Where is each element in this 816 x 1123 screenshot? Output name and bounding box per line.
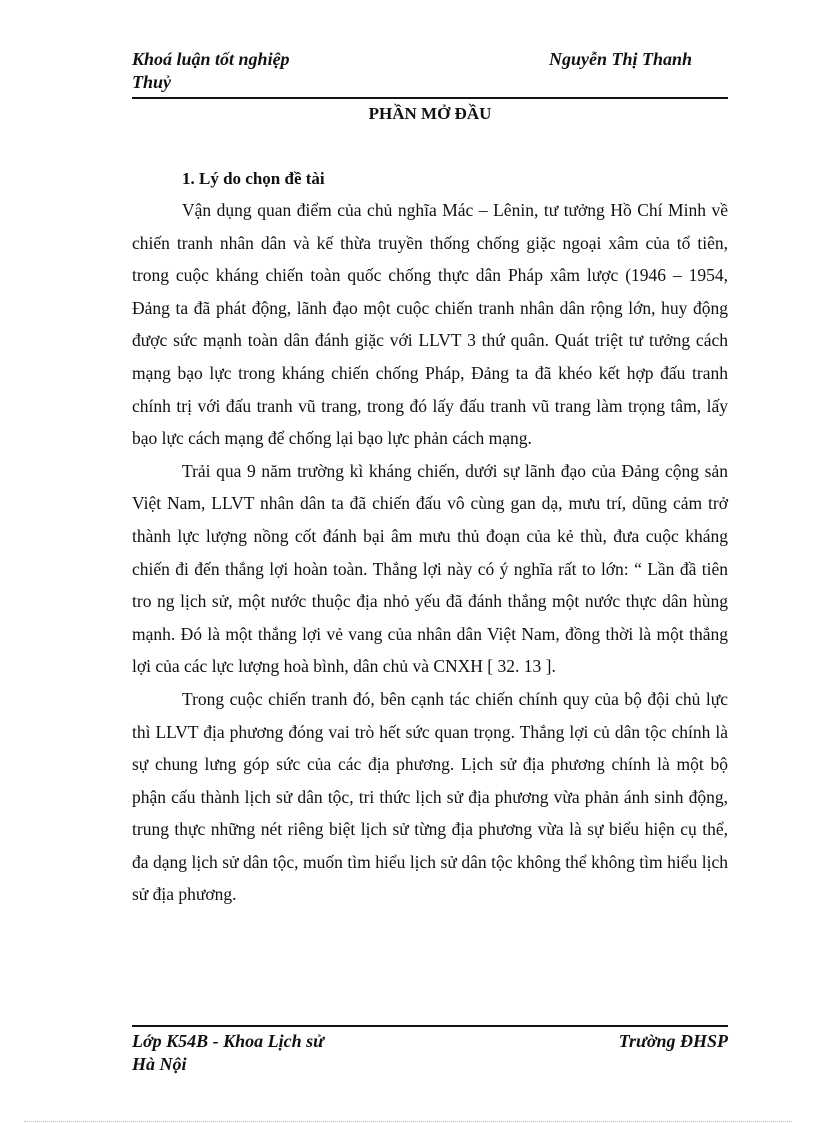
header-divider xyxy=(132,97,728,99)
header-author-name: Nguyễn Thị Thanh xyxy=(549,49,693,69)
paragraph: Vận dụng quan điểm của chủ nghĩa Mác – Lênin, tư tưởng Hồ Chí Minh về chiến tranh nhân dân và kế thừa truyền thống chống giặc ngoại xâm của tổ tiên, trong cuộc kháng chiến toàn quốc chống thực dân Pháp xâm lược (1946 – 1954, Đảng ta đã phát động, lãnh đạo một cuộc chiến tranh nhân dân rộng lớn, huy động được sức mạnh toàn dân đánh giặc với LLVT 3 thứ quân. Quát triệt tư tưởng cách mạng bạo lực trong kháng chiến chống Pháp, Đảng ta đã khéo kết hợp đấu tranh chính trị với đấu tranh vũ trang, trong đó lấy đấu tranh vũ trang làm trọng tâm, lấy bạo lực cách mạng để chống lại bạo lực phản cách mạng. xyxy=(132,200,728,449)
header-author-name-continued: Thuỷ xyxy=(132,72,172,92)
paragraph: Trải qua 9 năm trường kì kháng chiến, dưới sự lãnh đạo của Đảng cộng sản Việt Nam, LLVT nhân dân ta đã chiến đấu vô cùng gan dạ, mưu trí, dũng cảm trở thành lực lượng nồng cốt đánh bại âm mưu thủ đoạn của kẻ thù, đưa cuộc kháng chiến đi đến thắng lợi hoàn toàn. Thắng lợi này có ý nghĩa rất to lớn: “ Lần đầ tiên tro ng lịch sử, một nước thuộc địa nhỏ yếu đã đánh thắng một nước thực dân hùng mạnh. Đó là một thắng lợi vẻ vang của nhân dân Việt Nam, đồng thời là một thắng lợi của các lực lượng hoà bình, dân chủ và CNXH [ 32. 13 ]. xyxy=(132,460,728,677)
footer-class-department: Lớp K54B - Khoa Lịch sử xyxy=(132,1031,324,1051)
page-edge-dotted-line xyxy=(24,1121,792,1122)
page-footer xyxy=(132,1030,728,1076)
footer-university: Trường ĐHSP xyxy=(618,1031,728,1051)
section-heading: 1. Lý do chọn đề tài xyxy=(182,169,325,188)
footer-divider xyxy=(132,1025,728,1027)
page-title: PHẦN MỞ ĐẦU xyxy=(368,104,492,123)
body-text xyxy=(132,194,728,911)
footer-city: Hà Nội xyxy=(132,1054,187,1074)
paragraph: Trong cuộc chiến tranh đó, bên cạnh tác chiến chính quy của bộ đội chủ lực thì LLVT địa phương đóng vai trò hết sức quan trọng. Thắng lợi củ dân tộc chính là sự chung lưng góp sức của các địa phương. Lịch sử địa phương chính là một bộ phận cấu thành lịch sử dân tộc, tri thức lịch sử địa phương vừa phản ánh sinh động, trung thực những nét riêng biệt lịch sử từng địa phương vừa là sự biểu hiện cụ thể, đa dạng lịch sử dân tộc, muốn tìm hiểu lịch sử dân tộc không thể không tìm hiểu lịch sử địa phương. xyxy=(132,688,728,905)
page-header xyxy=(132,48,728,94)
header-thesis-label: Khoá luận tốt nghiệp xyxy=(132,49,290,69)
